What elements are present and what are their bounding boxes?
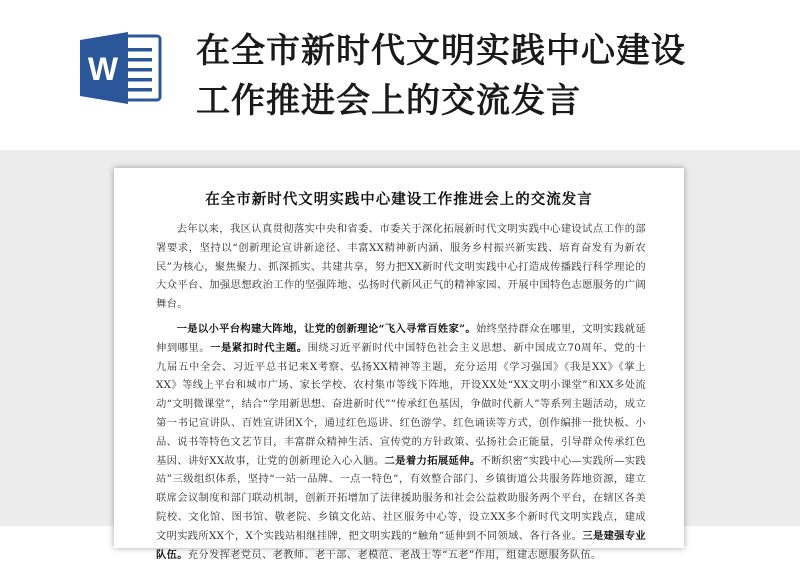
paragraph-text: 围绕习近平新时代中国特色社会主义思想、新中国成立70周年、党的十九届五中全会、习近平总书记来X考察、弘扬XX精神等主题，充分运用《学习强国》《我是XX》《掌上XX》等线上平台和城市广场、家长学校、农村集市等线下阵地，开设XX处“XX文明小课堂”和XX多处流动“文明微课堂”，结合“学用新思想、奋进新时代”“传承红色基因，争做时代新人”等系列主题活动，成立第一书记宣讲队、百姓宣讲团X个，通过红色巡讲、红色游学、红色诵读等方式，创作编排一批快板、小品、说书等特色文艺节目，丰富群众精神生活、宣传党的方针政策、弘扬社会正能量，引导群众传承红色基因、讲好XX故事，让党的创新理论入心入脑。 (156, 341, 647, 467)
paragraph-text: 不断织密“实践中心—实践所—实践站”三级组织体系，坚持“一站一品牌、一点一特色”，有效整合部门、乡镇街道公共服务阵地资源，建立联席会议制度和部门联动机制，创新开拓增加了法律援助服务和社会公益救助服务两个平台，在辖区各美院校、文化馆、图书馆、敬老院、乡镇文化站、社区服务中心等，设立XX多个新时代文明实践点，建成文明实践所XX个，X个实践站相继挂牌，把文明实践的“触角”延伸到不同领域、各行各业。 (156, 454, 646, 542)
section-heading: 一是以小平台构建大阵地，让党的创新理论“飞入寻常百姓家”。 (176, 322, 476, 335)
paragraph-text: 始终坚持群众在哪里，文明实践就延伸到哪里。 (156, 322, 646, 354)
document-body (156, 220, 646, 570)
header (0, 0, 800, 170)
doc-title-line1: 在全市新时代文明实践中心建设 (196, 31, 686, 71)
doc-title-line2: 工作推进会上的交流发言 (196, 81, 581, 121)
doc-title (196, 26, 776, 126)
document-page[interactable] (114, 168, 684, 561)
paragraph-section-1 (156, 320, 646, 564)
page-title: 在全市新时代文明实践中心建设工作推进会上的交流发言 (205, 191, 593, 208)
word-icon (78, 30, 164, 106)
word-icon-letter: W (87, 51, 119, 87)
paragraph-intro: 去年以来，我区认真贯彻落实中央和省委、市委关于深化拓展新时代文明实践中心建设试点工作的部署要求，坚持以“创新理论宣讲新途径、丰富XX精神新内涵、服务乡村振兴新实践、培育奋发有为新农民”为核心，聚焦聚力、抓深抓实、共建共享，努力把XX新时代文明实践中心打造成传播践行科学理论的大众平台、加强思想政治工作的坚强阵地、弘扬时代新风正气的精神家园、开展中国特色志愿服务的广阔舞台。 (156, 223, 646, 311)
subheading-2: 二是着力拓展延伸。 (384, 454, 481, 467)
paragraph-text: 充分发挥老党员、老教师、老干部、老模范、老战士等“五老”作用，组建志愿服务队伍。 (187, 548, 602, 561)
subheading-1: 一是紧扣时代主题。 (210, 341, 308, 354)
subheading-3: 三是建强专业队伍。 (156, 529, 646, 561)
